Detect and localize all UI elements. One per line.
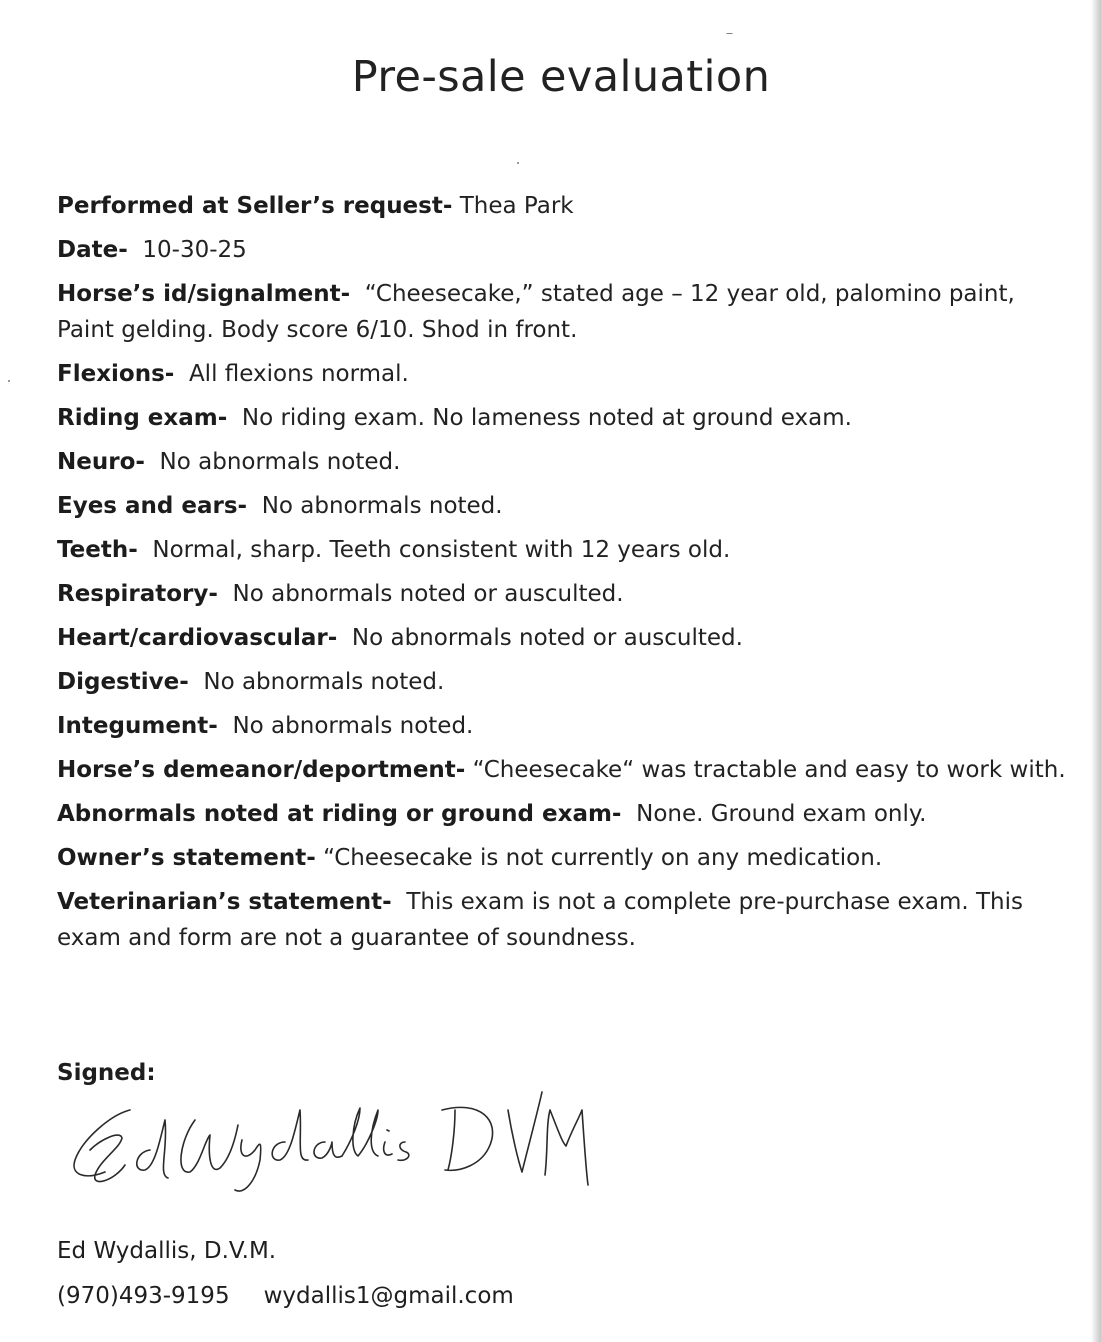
field-label: Teeth- [57, 537, 138, 563]
field-value: Normal, sharp. Teeth consistent with 12 years old. [152, 537, 731, 563]
field-value: No abnormals noted. [261, 493, 503, 519]
signed-label: Signed: [57, 1060, 156, 1086]
field-riding-exam [57, 400, 1067, 436]
signature-stroke [508, 1092, 542, 1172]
page-title: Pre-sale evaluation [351, 52, 771, 102]
field-value: 10-30-25 [142, 237, 247, 263]
scan-speck [726, 33, 733, 34]
field-value: No abnormals noted or ausculted. [232, 581, 624, 607]
field-value: No abnormals noted. [232, 713, 474, 739]
signature-stroke [272, 1110, 308, 1160]
field-value: “Cheesecake is not currently on any medication. [323, 845, 883, 871]
field-digestive [57, 664, 1067, 700]
field-label: Performed at Seller’s request- [57, 193, 453, 219]
signature-stroke [137, 1120, 168, 1178]
field-eyes-ears [57, 488, 1067, 524]
signature-stroke [398, 1142, 409, 1160]
field-value: “Cheesecake“ was tractable and easy to work with. [472, 757, 1066, 783]
field-seller-request [57, 188, 1067, 224]
field-value: No abnormals noted. [159, 449, 401, 475]
field-signalment [57, 276, 1067, 348]
field-label: Digestive- [57, 669, 189, 695]
field-flexions [57, 356, 1067, 392]
field-value: “Cheesecake,” stated age – 12 year old, palomino paint, Paint gelding. Body score 6/10. Shod in front. [57, 281, 1015, 343]
field-label: Integument- [57, 713, 218, 739]
field-label: Owner’s statement- [57, 845, 316, 871]
field-demeanor [57, 752, 1067, 788]
vet-contact [57, 1278, 514, 1314]
evaluation-fields [57, 188, 1067, 964]
vet-name: Ed Wydallis, D.V.M. [57, 1238, 277, 1264]
field-label: Horse’s id/signalment- [57, 281, 351, 307]
field-teeth [57, 532, 1067, 568]
signature-stroke [442, 1107, 493, 1170]
field-cardiovascular [57, 620, 1067, 656]
field-label: Riding exam- [57, 405, 228, 431]
field-label: Date- [57, 237, 128, 263]
signature-stroke [181, 1120, 238, 1172]
field-value: No abnormals noted or ausculted. [351, 625, 743, 651]
field-owner-statement [57, 840, 1067, 876]
field-label: Heart/cardiovascular- [57, 625, 338, 651]
field-value: All flexions normal. [188, 361, 409, 387]
field-integument [57, 708, 1067, 744]
field-vet-statement [57, 884, 1067, 956]
field-label: Abnormals noted at riding or ground exam- [57, 801, 622, 827]
field-date [57, 232, 1067, 268]
scan-edge-shadow [1091, 0, 1101, 1342]
field-value: This exam is not a complete pre-purchase exam. This exam and form are not a guarantee of soundness. [57, 889, 1023, 951]
field-label: Horse’s demeanor/deportment- [57, 757, 466, 783]
scan-speck [8, 380, 10, 382]
field-label: Veterinarian’s statement- [57, 889, 392, 915]
field-respiratory [57, 576, 1067, 612]
field-label: Eyes and ears- [57, 493, 248, 519]
signature-stroke [314, 1142, 342, 1158]
field-value: Thea Park [459, 193, 574, 219]
signature-stroke [387, 1130, 389, 1131]
vet-phone: (970)493-9195 [57, 1283, 230, 1309]
scan-speck [517, 162, 519, 164]
vet-email[interactable]: wydallis1@gmail.com [263, 1283, 514, 1309]
field-label: Neuro- [57, 449, 145, 475]
handwritten-signature [60, 1080, 600, 1205]
field-value: No abnormals noted. [203, 669, 445, 695]
field-value: No riding exam. No lameness noted at ground exam. [241, 405, 852, 431]
signature-stroke [545, 1110, 588, 1185]
signature-stroke [235, 1140, 261, 1191]
field-neuro [57, 444, 1067, 480]
signature-stroke [342, 1108, 378, 1156]
field-abnormals [57, 796, 1067, 832]
field-value: None. Ground exam only. [636, 801, 927, 827]
field-label: Flexions- [57, 361, 175, 387]
field-label: Respiratory- [57, 581, 218, 607]
signature-stroke [74, 1110, 130, 1182]
signature-stroke [384, 1142, 392, 1155]
